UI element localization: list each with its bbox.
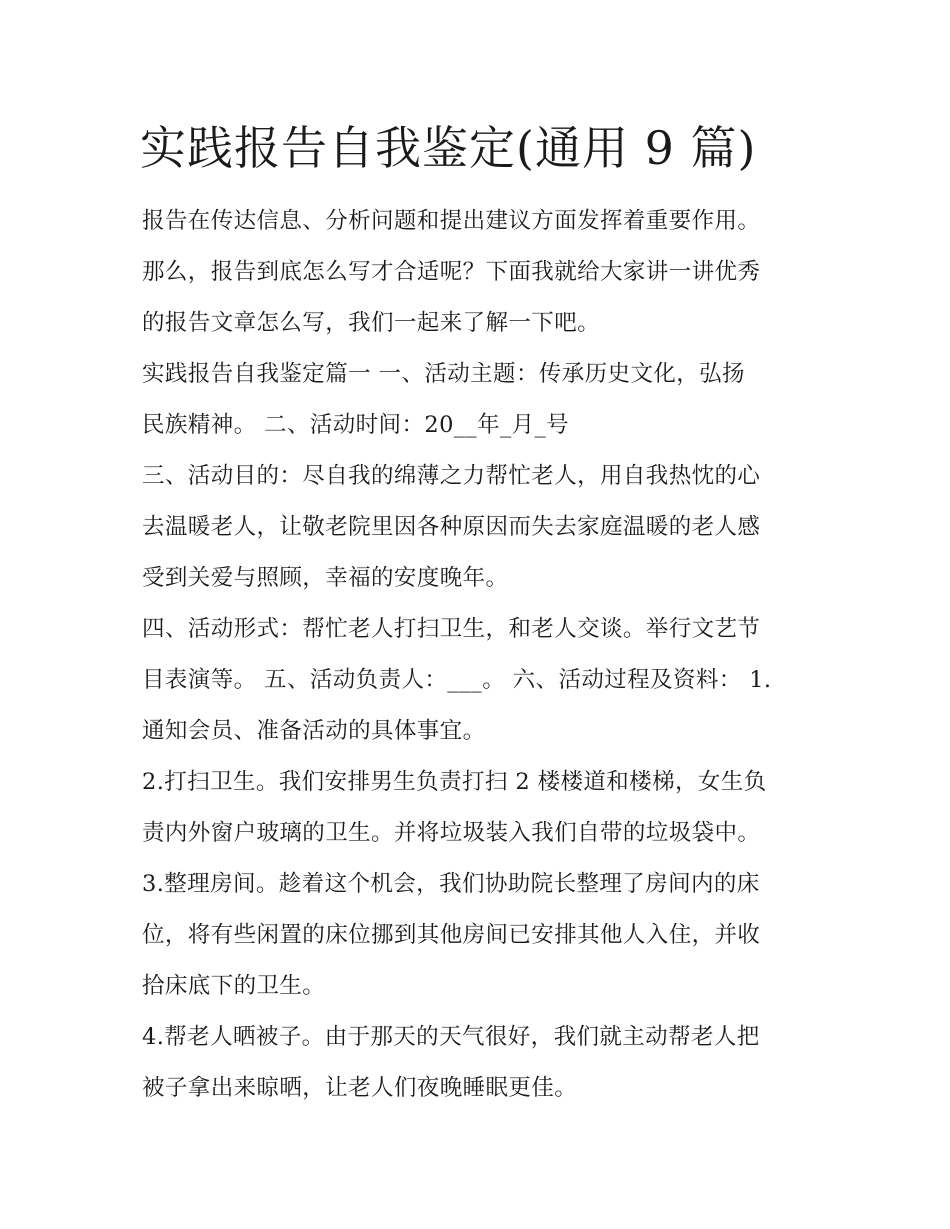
document-title: 实践报告自我鉴定(通用 9 篇) (140, 121, 757, 175)
paragraph-line: 受到关爱与照顾，幸福的安度晚年。 (142, 565, 509, 591)
paragraph-line: 3.整理房间。趁着这个机会，我们协助院长整理了房间内的床 (142, 871, 760, 897)
paragraph-line: 目表演等。 五、活动负责人：___。 六、活动过程及资料： 1. (142, 667, 772, 693)
paragraph-line: 通知会员、准备活动的具体事宜。 (142, 718, 486, 744)
paragraph-line: 的报告文章怎么写，我们一起来了解一下吧。 (142, 310, 601, 336)
paragraph-line: 民族精神。 二、活动时间：20__年_月_号 (142, 412, 570, 438)
paragraph-line: 被子拿出来晾晒，让老人们夜晚睡眠更佳。 (142, 1075, 578, 1101)
paragraph-line: 去温暖老人，让敬老院里因各种原因而失去家庭温暖的老人感 (142, 514, 761, 540)
paragraph-line: 2.打扫卫生。我们安排男生负责打扫 2 楼楼道和楼梯，女生负 (142, 769, 767, 795)
paragraph-line: 三、活动目的：尽自我的绵薄之力帮忙老人，用自我热忱的心 (142, 463, 761, 489)
paragraph-line: 拾床底下的卫生。 (142, 973, 326, 999)
paragraph-line: 位，将有些闲置的床位挪到其他房间已安排其他人入住，并收 (142, 922, 761, 948)
paragraph-line: 四、活动形式：帮忙老人打扫卫生，和老人交谈。举行文艺节 (142, 616, 761, 642)
paragraph-line: 责内外窗户玻璃的卫生。并将垃圾装入我们自带的垃圾袋中。 (142, 820, 761, 846)
paragraph-line: 实践报告自我鉴定篇一 一、活动主题：传承历史文化，弘扬 (142, 361, 745, 387)
paragraph-line: 那么，报告到底怎么写才合适呢？下面我就给大家讲一讲优秀 (142, 259, 761, 285)
paragraph-line: 报告在传达信息、分析问题和提出建议方面发挥着重要作用。 (142, 208, 761, 234)
paragraph-line: 4.帮老人晒被子。由于那天的天气很好，我们就主动帮老人把 (142, 1024, 760, 1050)
